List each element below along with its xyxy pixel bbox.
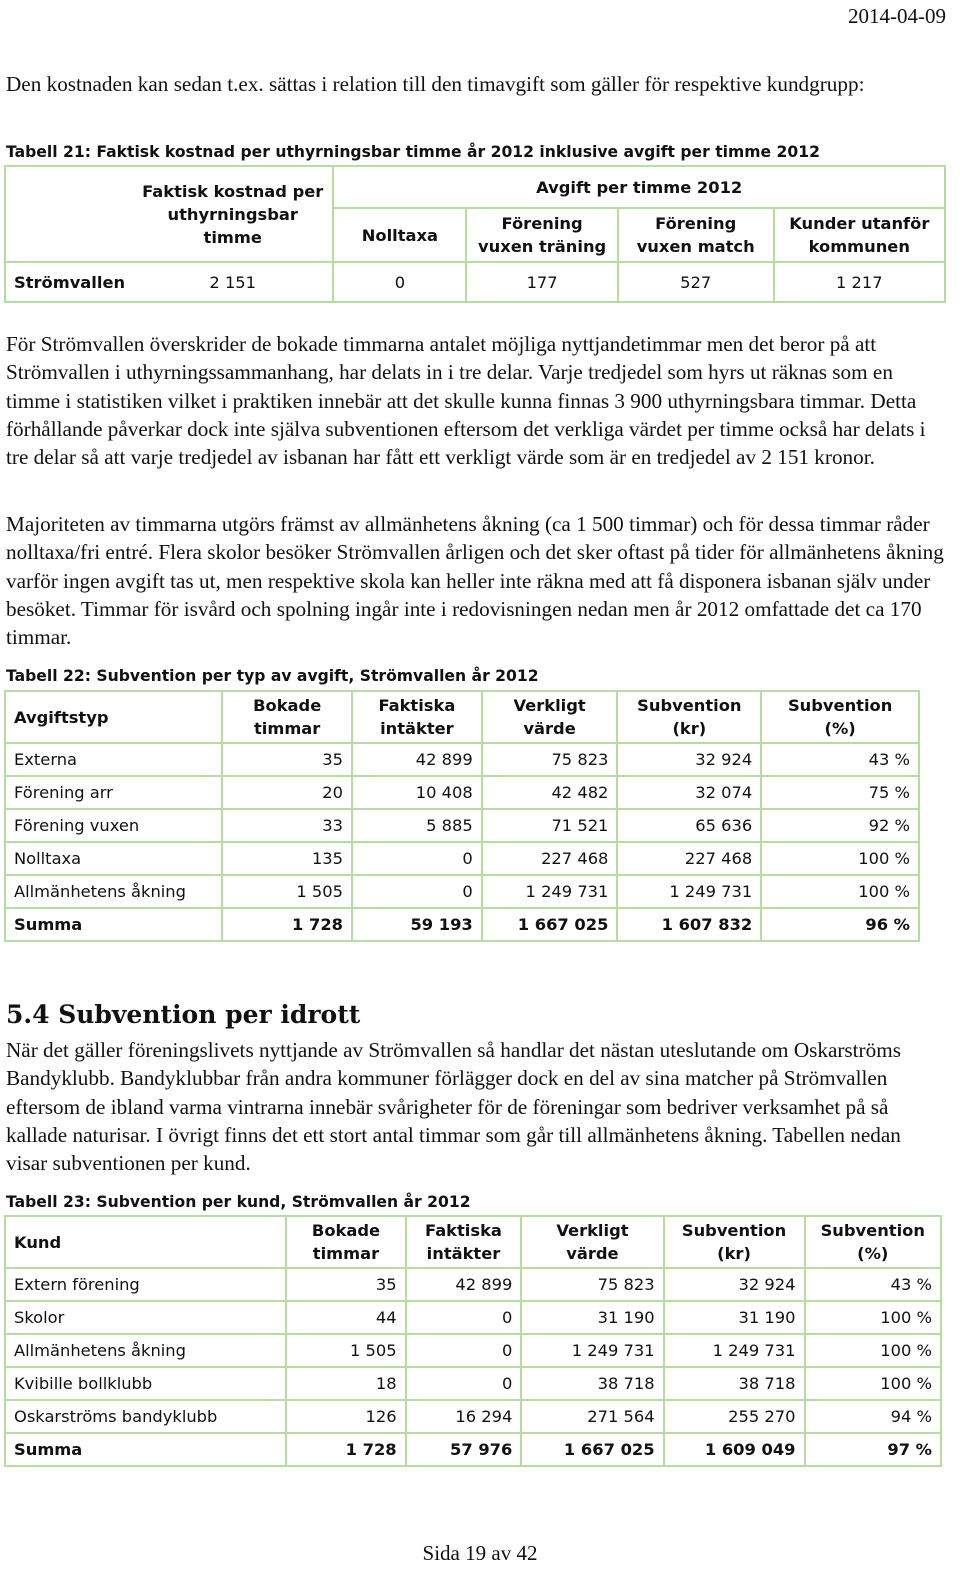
table-row [5, 1400, 941, 1433]
cell: 96 % [761, 908, 919, 941]
row-label: Oskarströms bandyklubb [5, 1400, 286, 1433]
paragraph-3: När det gäller föreningslivets nyttjande av Strömvallen så handlar det nästan uteslutande om Oskarströms Bandyklubb. Bandyklubbar från andra kommuner förlägger dock en del av sina matcher på Strömvallen eftersom de ibland varma vintrarna innebär svårigheter för de föreningar som bedriver verksamhet på så kallade naturisar. I övrigt finns det ett stort antal timmar som går till allmänhetens åkning. Tabellen nedan visar subventionen per kund. [6, 1038, 901, 1176]
cell-training: 177 [466, 262, 617, 302]
row-label: Externa [5, 743, 222, 776]
table-row [5, 875, 919, 908]
cell: 32 924 [664, 1268, 805, 1301]
page-footer: Sida 19 av 42 [422, 1541, 538, 1565]
table-row [5, 743, 919, 776]
header-cell: Verkligt värde [482, 691, 618, 743]
cell: 100 % [761, 842, 919, 875]
cell: 1 249 731 [617, 875, 761, 908]
cell: 75 % [761, 776, 919, 809]
header-cell: Subvention (%) [761, 691, 919, 743]
header-cell: Faktiska intäkter [352, 691, 482, 743]
table-row [5, 1268, 941, 1301]
cell: 100 % [805, 1301, 942, 1334]
table-total-row [5, 1433, 941, 1466]
table21-nolltaxa-header: Nolltaxa [333, 208, 466, 262]
row-label: Allmänhetens åkning [5, 1334, 286, 1367]
table-row [5, 776, 919, 809]
cell: 1 609 049 [664, 1433, 805, 1466]
paragraph-1: För Strömvallen överskrider de bokade timmarna antalet möjliga nyttjandetimmar men det beror på att Strömvallen i uthyrningssammanhang, har delats in i tre delar. Varje tredjedel som hyrs ut räknas som en timme i statistiken vilket i praktiken innebär att det skulle kunna finnas 3 900 uthyrningsbara timmar. Detta förhållande påverkar dock inte själva subventionen eftersom det verkliga värdet per timme också har delats i tre delar så att varje tredjedel av isbanan har fått ett verkligt värde som är en tredjedel av 2 151 kronor. [6, 332, 926, 470]
cell: 1 505 [222, 875, 352, 908]
header-cell: Kund [5, 1216, 286, 1268]
cell: 42 899 [352, 743, 482, 776]
paragraph-2: Majoriteten av timmarna utgörs främst av allmänhetens åkning (ca 1 500 timmar) och för dessa timmar råder nolltaxa/fri entré. Flera skolor besöker Strömvallen årligen och det sker oftast på tider för allmänhetens åkning varför ingen avgift tas ut, men respektive skola kan heller inte räkna med att få disponera isbanan själv under besöket. Timmar för isvård och spolning ingår inte i redovisningen nedan men år 2012 omfattade det ca 170 timmar. [6, 512, 944, 650]
header-cell: Subvention (kr) [617, 691, 761, 743]
row-label: Allmänhetens åkning [5, 875, 222, 908]
cell: 255 270 [664, 1400, 805, 1433]
table21-actual-cost-header: Faktisk kostnad per uthyrningsbar timme [133, 166, 333, 262]
row-label: Skolor [5, 1301, 286, 1334]
cell: 100 % [761, 875, 919, 908]
table-23 [4, 1215, 942, 1467]
cell: 1 728 [286, 1433, 405, 1466]
cell: 35 [222, 743, 352, 776]
cell: 44 [286, 1301, 405, 1334]
table-21 [4, 165, 946, 303]
cell-nolltaxa: 0 [333, 262, 466, 302]
table-row [5, 1367, 941, 1400]
cell-actual-cost: 2 151 [133, 262, 333, 302]
section-heading: 5.4 Subvention per idrott [6, 1000, 361, 1029]
cell: 43 % [805, 1268, 942, 1301]
table21-outside-header: Kunder utanför kommunen [774, 208, 945, 262]
header-cell: Faktiska intäkter [406, 1216, 522, 1268]
row-label: Summa [5, 908, 222, 941]
cell: 227 468 [482, 842, 618, 875]
cell: 1 249 731 [482, 875, 618, 908]
cell: 32 924 [617, 743, 761, 776]
table-row [5, 1334, 941, 1367]
cell: 1 249 731 [664, 1334, 805, 1367]
header-cell: Subvention (kr) [664, 1216, 805, 1268]
table21-match-header: Förening vuxen match [618, 208, 774, 262]
cell: 59 193 [352, 908, 482, 941]
cell: 1 505 [286, 1334, 405, 1367]
table-row [5, 842, 919, 875]
cell: 38 718 [664, 1367, 805, 1400]
cell: 43 % [761, 743, 919, 776]
table21-empty-header [5, 166, 133, 262]
cell-outside: 1 217 [774, 262, 945, 302]
cell-match: 527 [618, 262, 774, 302]
cell: 5 885 [352, 809, 482, 842]
cell: 35 [286, 1268, 405, 1301]
cell: 1 728 [222, 908, 352, 941]
row-label: Förening vuxen [5, 809, 222, 842]
cell: 1 667 025 [482, 908, 618, 941]
cell: 57 976 [406, 1433, 522, 1466]
table21-training-header: Förening vuxen träning [466, 208, 617, 262]
cell: 92 % [761, 809, 919, 842]
cell: 31 190 [521, 1301, 663, 1334]
cell: 32 074 [617, 776, 761, 809]
row-label: Förening arr [5, 776, 222, 809]
header-cell: Bokade timmar [222, 691, 352, 743]
row-label: Strömvallen [5, 262, 133, 302]
header-cell: Avgiftstyp [5, 691, 222, 743]
table-row [5, 262, 945, 302]
cell: 0 [352, 842, 482, 875]
cell: 0 [406, 1334, 522, 1367]
cell: 33 [222, 809, 352, 842]
cell: 227 468 [617, 842, 761, 875]
table-total-row [5, 908, 919, 941]
table-row [5, 809, 919, 842]
cell: 97 % [805, 1433, 942, 1466]
cell: 271 564 [521, 1400, 663, 1433]
table-22 [4, 690, 920, 942]
cell: 0 [406, 1301, 522, 1334]
cell: 65 636 [617, 809, 761, 842]
cell: 94 % [805, 1400, 942, 1433]
table21-caption: Tabell 21: Faktisk kostnad per uthyrningsbar timme år 2012 inklusive avgift per timme 2012 [6, 143, 820, 161]
cell: 75 823 [521, 1268, 663, 1301]
cell: 0 [406, 1367, 522, 1400]
cell: 100 % [805, 1334, 942, 1367]
row-label: Kvibille bollklubb [5, 1367, 286, 1400]
cell: 10 408 [352, 776, 482, 809]
intro-paragraph: Den kostnaden kan sedan t.ex. sättas i relation till den timavgift som gäller för respektive kundgrupp: [6, 72, 865, 96]
row-label: Extern förening [5, 1268, 286, 1301]
header-cell: Bokade timmar [286, 1216, 405, 1268]
cell: 38 718 [521, 1367, 663, 1400]
header-cell: Verkligt värde [521, 1216, 663, 1268]
table23-caption: Tabell 23: Subvention per kund, Strömvallen år 2012 [6, 1193, 471, 1211]
cell: 20 [222, 776, 352, 809]
cell: 135 [222, 842, 352, 875]
cell: 100 % [805, 1367, 942, 1400]
header-cell: Subvention (%) [805, 1216, 942, 1268]
cell: 71 521 [482, 809, 618, 842]
table-row [5, 1301, 941, 1334]
row-label: Nolltaxa [5, 842, 222, 875]
row-label: Summa [5, 1433, 286, 1466]
cell: 75 823 [482, 743, 618, 776]
table21-group-header: Avgift per timme 2012 [333, 166, 945, 208]
cell: 0 [352, 875, 482, 908]
cell: 126 [286, 1400, 405, 1433]
cell: 31 190 [664, 1301, 805, 1334]
cell: 1 249 731 [521, 1334, 663, 1367]
cell: 42 482 [482, 776, 618, 809]
cell: 16 294 [406, 1400, 522, 1433]
cell: 42 899 [406, 1268, 522, 1301]
table22-caption: Tabell 22: Subvention per typ av avgift, Strömvallen år 2012 [6, 667, 539, 685]
cell: 18 [286, 1367, 405, 1400]
cell: 1 667 025 [521, 1433, 663, 1466]
cell: 1 607 832 [617, 908, 761, 941]
page-date: 2014-04-09 [848, 4, 946, 28]
